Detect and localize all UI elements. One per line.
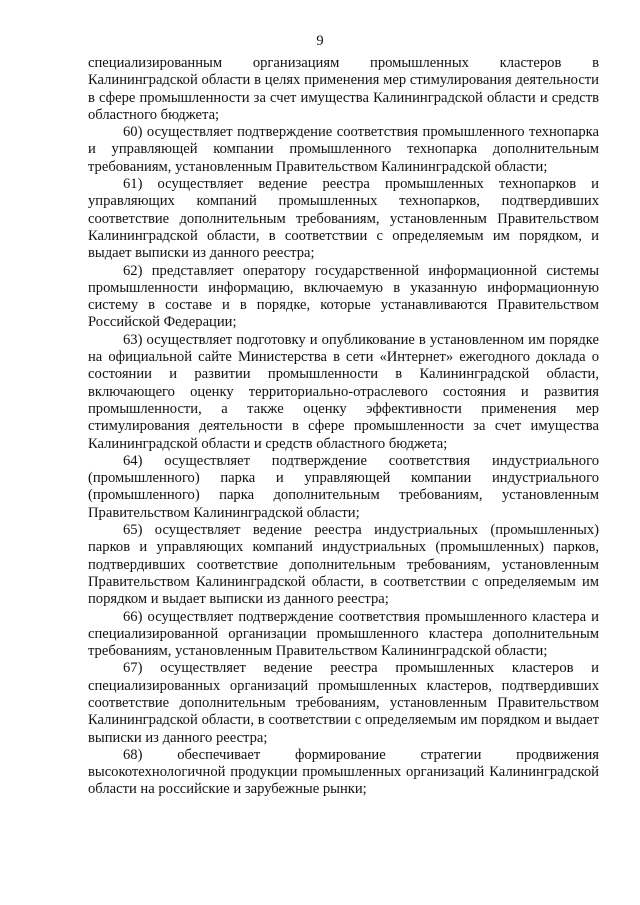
document-body [88, 55, 599, 799]
list-item-64: 64) осуществляет подтверждение соответствия индустриального (промышленного) парка и управляющей компании индустриального (промышленного) парка дополнительным требованиям, установленным Правительством Калининградской области; [88, 452, 599, 521]
paragraph-continuation: специализированным организациям промышленных кластеров в Калининградской области в целях применения мер стимулирования деятельности в сфере промышленности за счет имущества Калининградской области и средств областного бюджета; [88, 55, 599, 123]
list-item-65: 65) осуществляет ведение реестра индустриальных (промышленных) парков и управляющих компаний индустриальных (промышленных) парков, подтвердивших соответствие дополнительным требованиям, установленным Правительством Калининградской области, в соответствии с определяемым им порядком и выдает выписки из данного реестра; [88, 522, 599, 608]
list-item-66: 66) осуществляет подтверждение соответствия промышленного кластера и специализированной организации промышленного кластера дополнительным требованиям, установленным Правительством Калининградской области; [88, 608, 599, 660]
list-item-61: 61) осуществляет ведение реестра промышленных технопарков и управляющих компаний промышленных технопарков, подтвердивших соответствие дополнительным требованиям, установленным Правительством Калининградской области, в соответствии с определяемым им порядком, и выдает выписки из данного реестра; [88, 176, 599, 262]
list-item-60: 60) осуществляет подтверждение соответствия промышленного технопарка и управляющей компании промышленного технопарка дополнительным требованиям, установленным Правительством Калининградской области; [88, 124, 599, 175]
list-item-67: 67) осуществляет ведение реестра промышленных кластеров и специализированных организаций промышленных кластеров, подтвердивших соответствие дополнительным требованиям, установленным Правительством Калининградской области, в соответствии с определяемым им порядком и выдает выписки из данного реестра; [88, 660, 599, 746]
list-item-68: 68) обеспечивает формирование стратегии продвижения высокотехнологичной продукции промышленных организаций Калининградской области на российские и зарубежные рынки; [88, 746, 599, 798]
page-number: 9 [316, 33, 324, 49]
list-item-62: 62) представляет оператору государственной информационной системы промышленности информацию, включаемую в указанную информационную систему в составе и в порядке, которые устанавливаются Правительством Российской Федерации; [88, 262, 599, 331]
list-item-63: 63) осуществляет подготовку и опубликование в установленном им порядке на официальной сайте Министерства в сети «Интернет» ежегодного доклада о состоянии и развитии промышленности в Калининградской области, включающего оценку территориально-отраслевого состояния и развития промышленности, а также оценку эффективности применения мер стимулирования деятельности в сфере промышленности за счет имущества Калининградской области и средств областного бюджета; [88, 331, 599, 452]
